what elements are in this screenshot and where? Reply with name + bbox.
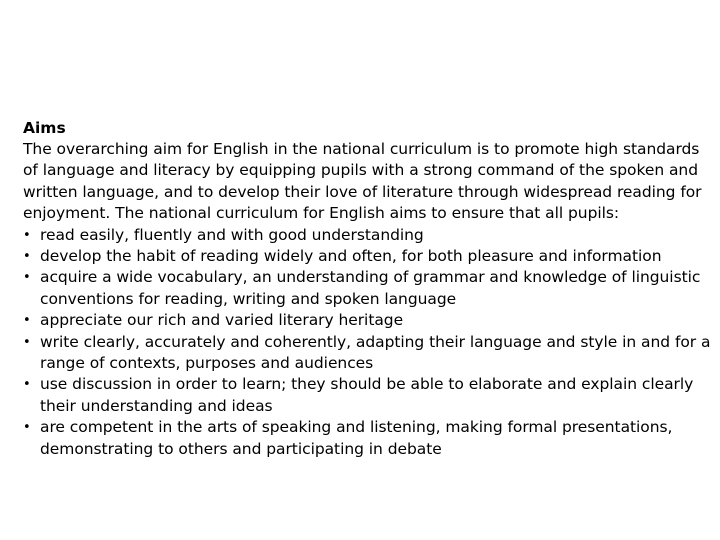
bullet-icon: • — [23, 249, 31, 265]
list-item-text: use discussion in order to learn; they should be able to elaborate and explain clearly their understanding and ideas — [40, 375, 694, 415]
bullet-icon: • — [23, 227, 31, 243]
slide-body — [23, 117, 713, 460]
bullet-icon: • — [23, 313, 31, 329]
list-item — [23, 267, 713, 310]
list-item — [23, 310, 713, 331]
list-item-text: write clearly, accurately and coherently, adapting their language and style in and for a range of contexts, purposes and audiences — [40, 332, 711, 373]
bullet-icon: • — [23, 334, 31, 350]
section-heading: Aims — [23, 119, 66, 137]
aims-list — [23, 225, 713, 460]
bullet-icon: • — [23, 270, 31, 286]
list-item-text: are competent in the arts of speaking and listening, making formal presentations, demonstrating to others and participating in debate — [40, 418, 673, 458]
list-item — [23, 225, 713, 246]
bullet-icon: • — [23, 377, 31, 393]
intro-paragraph: The overarching aim for English in the national curriculum is to promote high standards of language and literacy by equipping pupils with a strong command of the spoken and written language, and to develop their love of literature through widespread reading for enjoyment. The national curriculum for English aims to ensure that all pupils: — [23, 140, 702, 223]
list-item — [23, 332, 713, 375]
list-item — [23, 374, 713, 417]
list-item-text: appreciate our rich and varied literary heritage — [40, 311, 404, 330]
list-item — [23, 417, 713, 460]
list-item-text: develop the habit of reading widely and often, for both pleasure and information — [40, 247, 662, 266]
bullet-icon: • — [23, 420, 31, 436]
list-item — [23, 246, 713, 267]
list-item-text: read easily, fluently and with good understanding — [40, 225, 424, 244]
list-item-text: acquire a wide vocabulary, an understanding of grammar and knowledge of linguistic conventions for reading, writing and spoken language — [40, 268, 701, 308]
